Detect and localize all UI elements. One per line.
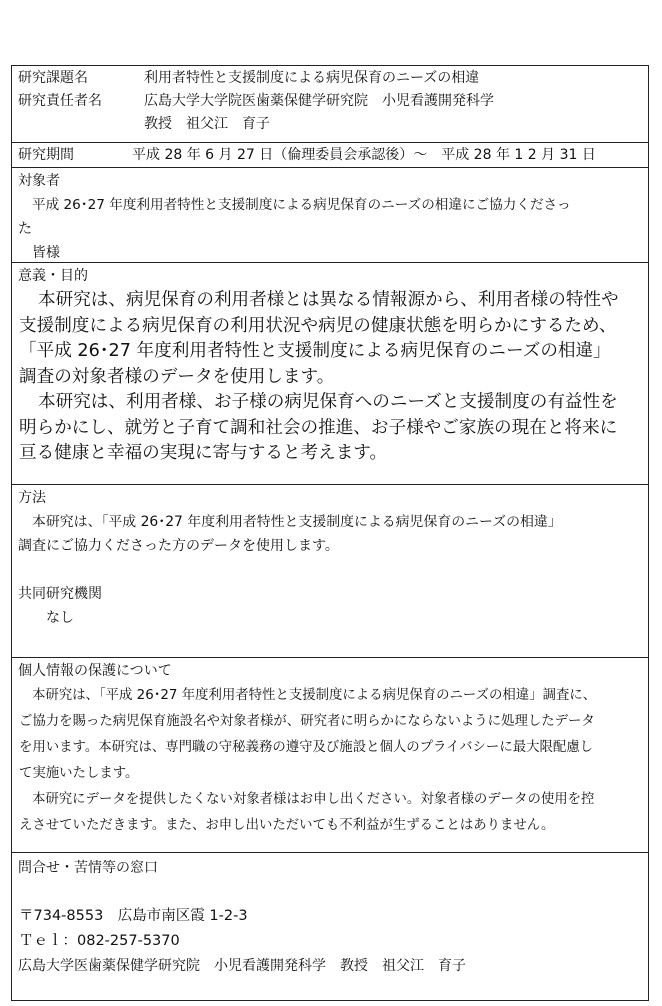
research-notice-document (11, 65, 649, 1001)
privacy-section (12, 657, 648, 852)
privacy-line-6: えさせていただきます。また、お申し出いただいても不利益が生ずることはありません。 (19, 818, 555, 833)
method-line-1: 本研究は、「平成 26･27 年度利用者特性と支援制度による病児保育のニーズの相違」 (32, 514, 562, 530)
title-row (12, 67, 648, 90)
subjects-line-1: 平成 26･27 年度利用者特性と支援制度による病児保育のニーズの相違にご協力くださっ (32, 197, 571, 213)
method-section (12, 484, 648, 657)
purpose-line-1: 本研究は、病児保育の利用者様とは異なる情報源から、利用者様の特性や (38, 290, 619, 310)
subjects-line-2: た (18, 221, 32, 237)
privacy-line-4: て実施いたします。 (19, 766, 139, 781)
subjects-line-3: 皆様 (32, 245, 60, 261)
pi-label: 研究責任者名 (18, 93, 102, 109)
privacy-line-1: 本研究は、「平成 26･27 年度利用者特性と支援制度による病児保育のニーズの相違」調査に、 (32, 688, 597, 703)
privacy-line-5: 本研究にデータを提供したくない対象者様はお申し出ください。対象者様のデータの使用を控 (32, 792, 595, 807)
privacy-line-2: ご協力を賜った病児保育施設名や対象者様が、研究者に明らかにならないように処理したデータ (19, 714, 595, 729)
collab-label: 共同研究機関 (18, 586, 102, 602)
contact-section (12, 852, 648, 1000)
period-section (12, 142, 648, 167)
pi-affiliation: 広島大学大学院医歯薬保健学研究院 小児看護開発科学 (144, 93, 494, 109)
method-line-2: 調査にご協力くださった方のデータを使用します。 (18, 538, 339, 554)
purpose-label: 意義・目的 (18, 268, 88, 284)
subjects-label: 対象者 (18, 173, 60, 189)
period-row (12, 143, 648, 167)
privacy-label: 個人情報の保護について (18, 663, 172, 679)
title-value: 利用者特性と支援制度による病児保育のニーズの相違 (144, 70, 480, 86)
title-label: 研究課題名 (18, 70, 88, 86)
purpose-section (12, 262, 648, 484)
pi-name: 教授 祖父江 育子 (144, 116, 270, 132)
privacy-line-3: を用います。本研究は、専門職の守秘義務の遵守及び施設と個人のプライバシーに最大限配慮し (19, 740, 594, 755)
contact-org: 広島大学医歯薬保健学研究院 小児看護開発科学 教授 祖父江 育子 (18, 958, 466, 974)
period-value: 平成 28 年 6 月 27 日（倫理委員会承認後）～ 平成 28 年 1 2 月 31 日 (132, 147, 596, 163)
contact-tel: Ｔｅｌ：082-257-5370 (19, 933, 180, 949)
period-label: 研究期間 (18, 147, 74, 163)
purpose-line-7: 亘る健康と幸福の実現に寄与すると考えます。 (19, 443, 388, 463)
purpose-line-6: 明らかにし、就労と子育て調和社会の推進、お子様やご家族の現在と将来に (19, 417, 618, 438)
pi-row (12, 90, 648, 113)
purpose-line-2: 支援制度による病児保育の利用状況や病児の健康状態を明らかにするため、 (19, 315, 617, 336)
header-section (12, 66, 648, 142)
contact-address: 〒734-8553 広島市南区霞 1-2-3 (19, 908, 248, 924)
pi-name-row (12, 113, 648, 136)
method-label: 方法 (18, 490, 46, 506)
contact-label: 問合せ・苦情等の窓口 (18, 860, 158, 876)
subjects-section (12, 167, 648, 262)
collab-value: なし (46, 610, 74, 626)
purpose-line-5: 本研究は、利用者様、お子様の病児保育へのニーズと支援制度の有益性を (38, 392, 618, 412)
purpose-line-3: 「平成 26･27 年度利用者特性と支援制度による病児保育のニーズの相違」 (19, 341, 611, 361)
purpose-line-4: 調査の対象者様のデータを使用します。 (19, 366, 335, 387)
